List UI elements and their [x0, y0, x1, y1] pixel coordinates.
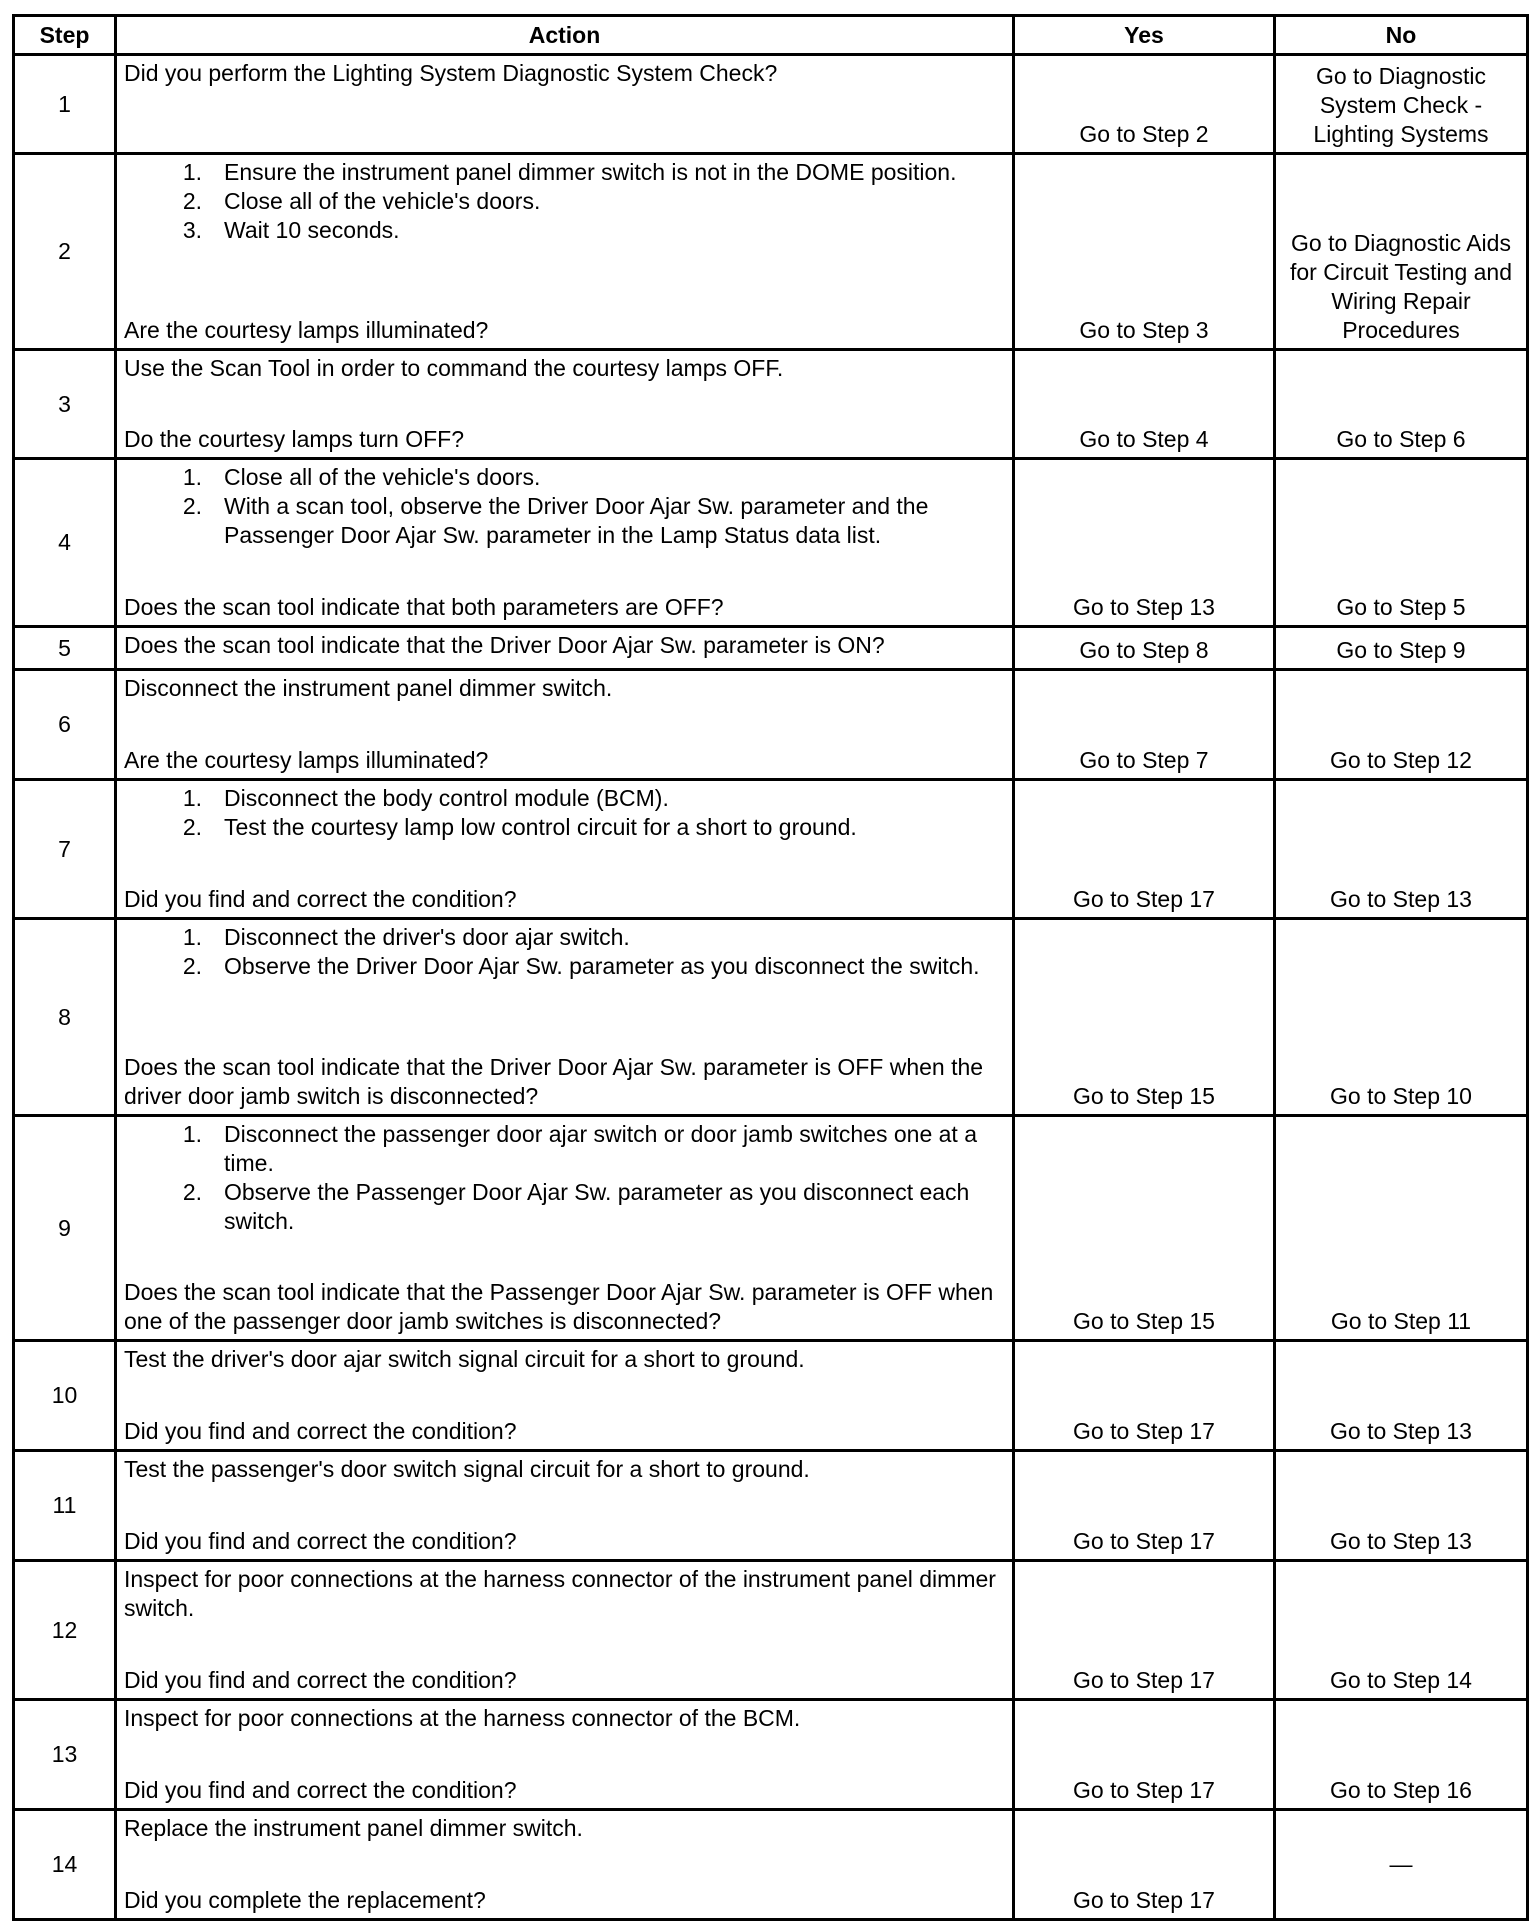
substep-number: 1.: [182, 924, 202, 950]
action-instructions: [124, 784, 1006, 842]
action-instructions: [124, 1455, 1006, 1484]
action-text: Did you perform the Lighting System Diagnostic System Check?: [124, 60, 778, 86]
substep-list: [124, 1120, 1006, 1236]
yes-outcome: Go to Step 15: [1014, 919, 1275, 1116]
action-cell: [116, 1116, 1014, 1341]
substep-item: [124, 1178, 1006, 1236]
yes-outcome: Go to Step 17: [1014, 1341, 1275, 1451]
substep-item: [124, 187, 1006, 216]
action-instructions: [124, 1814, 1006, 1843]
action-text: Does the scan tool indicate that the Driver Door Ajar Sw. parameter is ON?: [124, 632, 885, 658]
yes-outcome: Go to Step 3: [1014, 154, 1275, 350]
action-content: [124, 1565, 1006, 1695]
no-outcome: Go to Step 9: [1275, 627, 1528, 670]
action-text: Test the driver's door ajar switch signal circuit for a short to ground.: [124, 1346, 805, 1372]
no-outcome: Go to Step 16: [1275, 1700, 1528, 1810]
action-question: Are the courtesy lamps illuminated?: [124, 317, 489, 343]
table-row: [14, 1700, 1528, 1810]
table-row: [14, 627, 1528, 670]
table-row: [14, 919, 1528, 1116]
action-cell: [116, 1561, 1014, 1700]
no-outcome: Go to Step 10: [1275, 919, 1528, 1116]
action-content: [124, 463, 1006, 622]
action-content: [124, 631, 1006, 665]
substep-text: Wait 10 seconds.: [224, 217, 400, 243]
action-text: Replace the instrument panel dimmer switch.: [124, 1815, 583, 1841]
action-instructions: [124, 1120, 1006, 1236]
table-row: [14, 1561, 1528, 1700]
action-question: Did you complete the replacement?: [124, 1887, 486, 1913]
step-number: 4: [14, 459, 116, 627]
step-number: 3: [14, 350, 116, 459]
substep-item: [124, 1120, 1006, 1178]
table-row: [14, 670, 1528, 780]
substep-list: [124, 158, 1006, 245]
substep-number: 1.: [182, 464, 202, 490]
substep-text: Test the courtesy lamp low control circuit for a short to ground.: [224, 814, 857, 840]
no-outcome: Go to Step 13: [1275, 1451, 1528, 1561]
action-question: Does the scan tool indicate that both parameters are OFF?: [124, 594, 724, 620]
substep-text: Close all of the vehicle's doors.: [224, 188, 541, 214]
action-text: Test the passenger's door switch signal circuit for a short to ground.: [124, 1456, 810, 1482]
action-cell: [116, 350, 1014, 459]
yes-outcome: Go to Step 17: [1014, 1451, 1275, 1561]
substep-item: [124, 463, 1006, 492]
step-number: 7: [14, 780, 116, 919]
action-cell: [116, 1700, 1014, 1810]
action-content: [124, 354, 1006, 454]
action-question: Did you find and correct the condition?: [124, 1777, 517, 1803]
substep-text: Disconnect the body control module (BCM).: [224, 785, 669, 811]
header-no: No: [1275, 16, 1528, 55]
substep-text: Ensure the instrument panel dimmer switch is not in the DOME position.: [224, 159, 957, 185]
table-row: [14, 55, 1528, 154]
action-question: Did you find and correct the condition?: [124, 886, 517, 912]
no-outcome: Go to Step 13: [1275, 1341, 1528, 1451]
no-outcome: Go to Step 11: [1275, 1116, 1528, 1341]
substep-number: 1.: [182, 1121, 202, 1147]
header-yes: Yes: [1014, 16, 1275, 55]
substep-list: [124, 784, 1006, 842]
action-instructions: [124, 158, 1006, 245]
action-instructions: [124, 1704, 1006, 1733]
step-number: 2: [14, 154, 116, 350]
table-row: [14, 1341, 1528, 1451]
table-row: [14, 350, 1528, 459]
action-cell: [116, 1810, 1014, 1920]
yes-outcome: Go to Step 15: [1014, 1116, 1275, 1341]
action-cell: [116, 670, 1014, 780]
action-content: [124, 158, 1006, 345]
action-cell: [116, 459, 1014, 627]
substep-item: [124, 784, 1006, 813]
no-outcome: Go to Diagnostic System Check - Lighting Systems: [1275, 55, 1528, 154]
action-cell: [116, 1451, 1014, 1561]
no-outcome: Go to Step 13: [1275, 780, 1528, 919]
action-instructions: [124, 923, 1006, 981]
action-instructions: [124, 631, 1006, 660]
no-outcome: —: [1275, 1810, 1528, 1920]
action-cell: [116, 919, 1014, 1116]
no-outcome: Go to Diagnostic Aids for Circuit Testing and Wiring Repair Procedures: [1275, 154, 1528, 350]
step-number: 1: [14, 55, 116, 154]
action-text: Disconnect the instrument panel dimmer switch.: [124, 675, 613, 701]
action-content: [124, 923, 1006, 1111]
substep-number: 2.: [182, 188, 202, 214]
action-text: Use the Scan Tool in order to command the courtesy lamps OFF.: [124, 355, 784, 381]
action-question: Do the courtesy lamps turn OFF?: [124, 426, 465, 452]
action-text: Inspect for poor connections at the harness connector of the instrument panel dimmer switch.: [124, 1566, 996, 1621]
substep-item: [124, 813, 1006, 842]
yes-outcome: Go to Step 2: [1014, 55, 1275, 154]
substep-number: 1.: [182, 785, 202, 811]
action-instructions: [124, 1565, 1006, 1623]
yes-outcome: Go to Step 7: [1014, 670, 1275, 780]
step-number: 5: [14, 627, 116, 670]
substep-text: With a scan tool, observe the Driver Door Ajar Sw. parameter and the Passenger Door Ajar Sw. parameter in the Lamp Status data list.: [224, 493, 929, 548]
action-content: [124, 1814, 1006, 1915]
substep-number: 2.: [182, 493, 202, 519]
action-instructions: [124, 59, 1006, 88]
table-row: [14, 1451, 1528, 1561]
substep-number: 2.: [182, 814, 202, 840]
action-cell: [116, 154, 1014, 350]
step-number: 6: [14, 670, 116, 780]
header-row: [14, 16, 1528, 55]
substep-text: Disconnect the driver's door ajar switch.: [224, 924, 630, 950]
step-number: 14: [14, 1810, 116, 1920]
no-outcome: Go to Step 6: [1275, 350, 1528, 459]
header-action: Action: [116, 16, 1014, 55]
action-content: [124, 674, 1006, 775]
action-content: [124, 1704, 1006, 1805]
action-question: Does the scan tool indicate that the Passenger Door Ajar Sw. parameter is OFF when one of the passenger door jamb switches is disconnected?: [124, 1279, 994, 1334]
action-question: Are the courtesy lamps illuminated?: [124, 747, 489, 773]
action-content: [124, 1455, 1006, 1556]
substep-item: [124, 952, 1006, 981]
substep-list: [124, 463, 1006, 550]
action-instructions: [124, 1345, 1006, 1374]
table-row: [14, 1810, 1528, 1920]
step-number: 8: [14, 919, 116, 1116]
no-outcome: Go to Step 12: [1275, 670, 1528, 780]
action-instructions: [124, 674, 1006, 703]
substep-number: 2.: [182, 1179, 202, 1205]
substep-item: [124, 216, 1006, 245]
table-body: [14, 55, 1528, 1920]
action-question: Did you find and correct the condition?: [124, 1667, 517, 1693]
substep-item: [124, 492, 1006, 550]
action-cell: [116, 1341, 1014, 1451]
substep-number: 1.: [182, 159, 202, 185]
action-content: [124, 1345, 1006, 1446]
substep-item: [124, 158, 1006, 187]
substep-text: Observe the Driver Door Ajar Sw. parameter as you disconnect the switch.: [224, 953, 980, 979]
action-instructions: [124, 463, 1006, 550]
yes-outcome: Go to Step 17: [1014, 1700, 1275, 1810]
step-number: 9: [14, 1116, 116, 1341]
action-instructions: [124, 354, 1006, 383]
yes-outcome: Go to Step 17: [1014, 780, 1275, 919]
step-number: 13: [14, 1700, 116, 1810]
table-row: [14, 459, 1528, 627]
no-outcome: Go to Step 5: [1275, 459, 1528, 627]
substep-number: 2.: [182, 953, 202, 979]
substep-text: Disconnect the passenger door ajar switch or door jamb switches one at a time.: [224, 1121, 978, 1176]
yes-outcome: Go to Step 8: [1014, 627, 1275, 670]
substep-number: 3.: [182, 217, 202, 243]
table-row: [14, 780, 1528, 919]
step-number: 11: [14, 1451, 116, 1561]
action-question: Did you find and correct the condition?: [124, 1528, 517, 1554]
step-number: 10: [14, 1341, 116, 1451]
action-question: Does the scan tool indicate that the Driver Door Ajar Sw. parameter is OFF when the driver door jamb switch is disconnected?: [124, 1054, 984, 1109]
diagnostic-table: [12, 14, 1529, 1921]
yes-outcome: Go to Step 17: [1014, 1810, 1275, 1920]
table-row: [14, 1116, 1528, 1341]
action-text: Inspect for poor connections at the harness connector of the BCM.: [124, 1705, 801, 1731]
action-cell: [116, 780, 1014, 919]
substep-text: Close all of the vehicle's doors.: [224, 464, 541, 490]
substep-item: [124, 923, 1006, 952]
yes-outcome: Go to Step 17: [1014, 1561, 1275, 1700]
action-question: Did you find and correct the condition?: [124, 1418, 517, 1444]
table-row: [14, 154, 1528, 350]
no-outcome: Go to Step 14: [1275, 1561, 1528, 1700]
substep-list: [124, 923, 1006, 981]
action-cell: [116, 55, 1014, 154]
yes-outcome: Go to Step 4: [1014, 350, 1275, 459]
yes-outcome: Go to Step 13: [1014, 459, 1275, 627]
action-content: [124, 1120, 1006, 1336]
header-step: Step: [14, 16, 116, 55]
substep-text: Observe the Passenger Door Ajar Sw. parameter as you disconnect each switch.: [224, 1179, 970, 1234]
step-number: 12: [14, 1561, 116, 1700]
action-content: [124, 784, 1006, 914]
action-cell: [116, 627, 1014, 670]
action-content: [124, 59, 1006, 149]
